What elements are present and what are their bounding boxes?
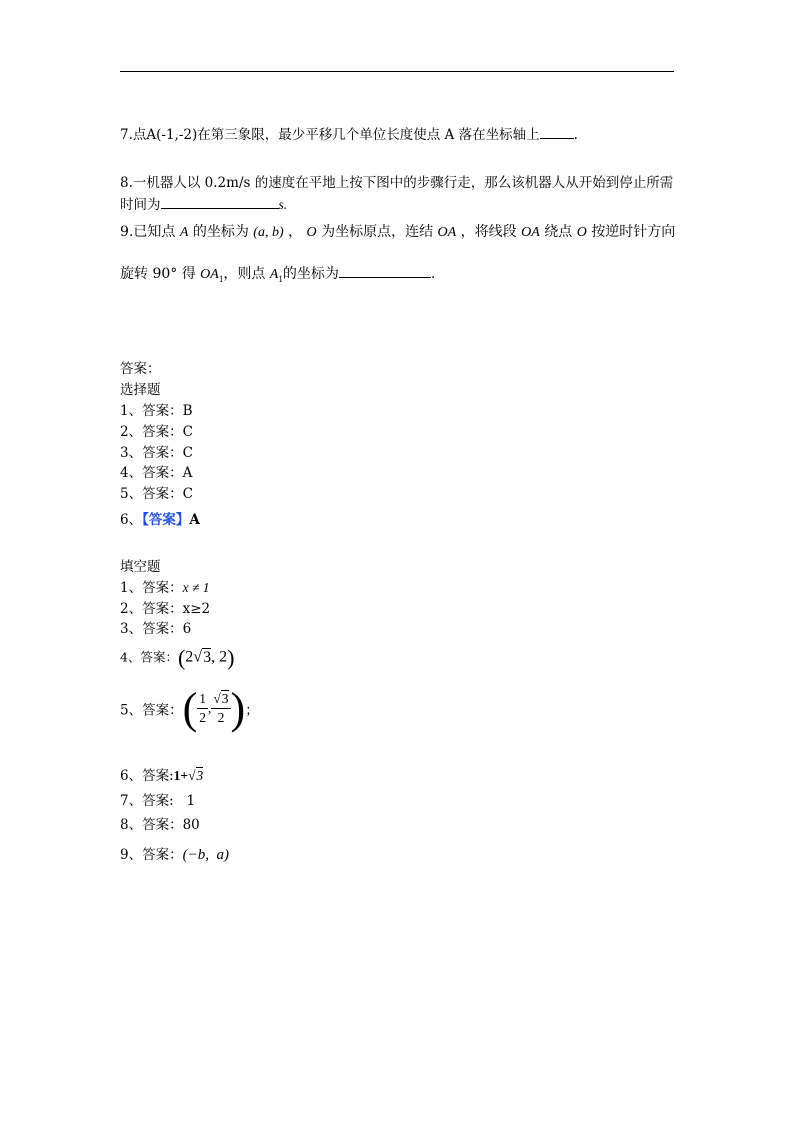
question-7-end: . — [573, 127, 578, 143]
choice-answer-3: 3、答案：C — [120, 445, 193, 461]
fill-5-numerator-1: 1 — [197, 690, 208, 709]
q9-text-5: ，将线段 — [460, 224, 517, 240]
q9-text-10: 的坐标为 — [282, 266, 339, 282]
question-9-blank — [339, 265, 431, 278]
fill-answer-8: 8、答案：80 — [120, 817, 200, 833]
answers-header: 答案： — [120, 361, 161, 377]
question-8-prefix: 时间为 — [120, 197, 161, 213]
fill-5-close-paren: ) — [230, 684, 246, 733]
fill-5-prefix: 5、答案： — [120, 702, 183, 719]
choice-6-prefix: 6、 — [120, 512, 143, 528]
fill-section-title: 填空题 — [120, 559, 161, 575]
choice-section-title: 选择题 — [120, 382, 161, 398]
question-8-line-1: 8.一机器人以 0.2m/s 的速度在平地上按下图中的步骤行走，那么该机器人从开始到停止所需 — [120, 175, 674, 191]
fill-4-sqrt-icon: √ — [193, 648, 203, 666]
question-7-text: 7.点A(-1,-2)在第三象限，最少平移几个单位长度使点 A 落在坐标轴上 — [120, 127, 540, 143]
fill-5-fraction-1 — [197, 690, 208, 727]
fill-answer-5 — [120, 683, 259, 734]
fill-6-term: 1+ — [173, 768, 189, 783]
q9-text-8: 旋转 90° 得 — [120, 266, 196, 282]
choice-answer-2: 2、答案：C — [120, 424, 193, 440]
fill-9-math: (−b, a) — [182, 847, 229, 863]
fill-5-numerator-2 — [211, 690, 230, 709]
header-rule — [120, 71, 674, 72]
question-8-blank — [161, 196, 279, 209]
q9-text-1: 9.已知点 — [120, 224, 176, 240]
fill-6-prefix: 6、答案: — [120, 768, 174, 784]
q9-text-7: 按逆时针方向 — [591, 224, 676, 240]
fill-answer-3: 3、答案：6 — [120, 621, 192, 637]
q9-point-a: A — [179, 225, 189, 240]
fill-answer-6 — [120, 764, 203, 784]
q9-text-3: ， — [288, 224, 303, 240]
q9-sub-1: 1 — [218, 273, 224, 284]
fill-answer-7: 7、答案: 1 — [120, 793, 196, 809]
q9-coord: (a, b) — [253, 225, 284, 240]
fill-9-prefix: 9、答案： — [120, 847, 183, 863]
q9-segment-oa: OA — [437, 225, 457, 240]
choice-6-tag: 【答案】 — [142, 512, 190, 528]
fill-4-coef: 2 — [185, 648, 194, 666]
q9-origin: O — [306, 225, 317, 240]
q9-text-4: 为坐标原点，连结 — [321, 224, 434, 240]
question-8-line-2 — [120, 193, 287, 213]
question-8-unit: s. — [278, 197, 288, 212]
q9-text-6: 绕点 — [544, 224, 573, 240]
fill-1-prefix: 1、答案： — [120, 580, 183, 596]
choice-6-value: A — [189, 512, 200, 528]
q9-sub-2: 1 — [278, 273, 283, 284]
fill-answer-9 — [120, 843, 229, 864]
q9-origin-2: O — [576, 225, 587, 240]
q9-end: . — [430, 266, 436, 282]
question-7 — [120, 123, 578, 143]
choice-answer-4: 4、答案：A — [120, 465, 193, 481]
q9-segment-oa1: OA — [200, 267, 219, 282]
fill-6-sqrt-icon: √ — [188, 768, 196, 783]
fill-4-open-paren: ( — [177, 645, 186, 670]
fill-answer-4 — [120, 645, 234, 671]
fill-5-fraction-2 — [211, 690, 230, 727]
fill-5-denominator-1: 2 — [199, 710, 206, 725]
fill-answer-1 — [120, 576, 210, 596]
fill-1-math: x ≠ 1 — [182, 580, 210, 595]
choice-answer-6 — [120, 508, 200, 528]
fill-6-radicand: 3 — [196, 768, 204, 783]
fill-5-end: ； — [245, 702, 259, 719]
q9-segment-oa-2: OA — [521, 225, 540, 240]
fill-4-second: , 2 — [211, 648, 228, 666]
fill-answer-2: 2、答案：x≥2 — [120, 601, 211, 617]
fill-5-denominator-2: 2 — [217, 710, 225, 725]
question-7-blank — [540, 126, 574, 139]
fill-4-prefix: 4、答案： — [120, 649, 178, 665]
fill-5-radicand: 3 — [221, 691, 229, 706]
fill-4-radicand: 3 — [203, 648, 212, 666]
choice-answer-5: 5、答案：C — [120, 486, 193, 502]
fill-4-close-paren: ) — [227, 645, 235, 670]
fill-5-open-paren: ( — [182, 684, 198, 733]
question-9-line-2 — [120, 263, 435, 284]
q9-text-9: ，则点 — [223, 266, 266, 282]
choice-answer-1: 1、答案：B — [120, 403, 193, 419]
question-9-line-1 — [120, 221, 675, 241]
fill-5-sqrt-icon: √ — [213, 691, 221, 706]
q9-point-a1: A — [269, 267, 279, 282]
fill-5-comma: , — [208, 700, 212, 716]
q9-text-2: 的坐标为 — [192, 224, 249, 240]
